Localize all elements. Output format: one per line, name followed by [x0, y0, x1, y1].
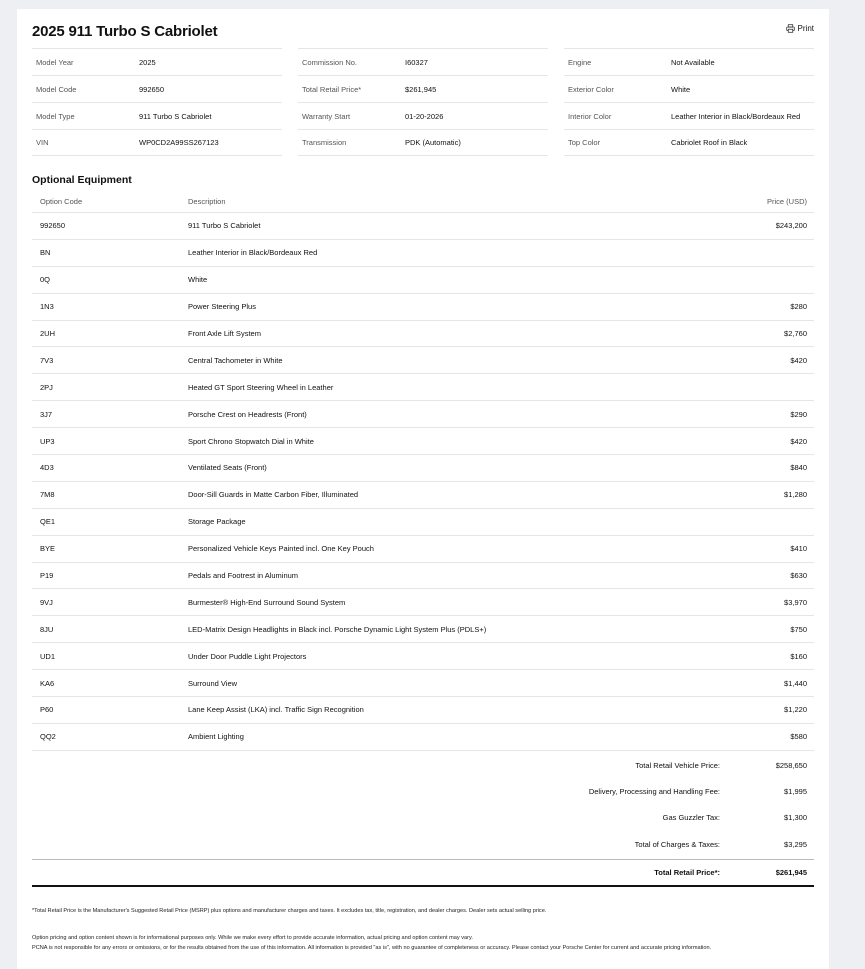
spec-value: 2025 — [139, 57, 156, 67]
option-price: $420 — [790, 355, 807, 365]
printer-icon — [786, 24, 795, 33]
total-label: Total of Charges & Taxes: — [634, 839, 720, 849]
final-total-row — [32, 859, 814, 887]
option-price: $630 — [790, 571, 807, 581]
table-row — [32, 428, 814, 455]
table-row — [32, 401, 814, 428]
option-code: UD1 — [40, 651, 56, 661]
column-header-code: Option Code — [40, 196, 83, 206]
specs-column-2 — [298, 48, 548, 156]
spec-label: Model Year — [36, 57, 74, 67]
option-description: Surround View — [188, 678, 238, 688]
specs-column-3 — [564, 48, 814, 156]
spec-row — [32, 129, 282, 156]
spec-row — [298, 129, 548, 156]
option-code: 8JU — [40, 624, 54, 634]
spec-label: Commission No. — [302, 57, 358, 67]
option-description: Front Axle Lift System — [188, 329, 261, 338]
option-code: 0Q — [40, 275, 51, 285]
vehicle-summary-card — [17, 9, 829, 969]
option-description: Burmester® High-End Surround Sound System — [188, 597, 346, 607]
option-price: $750 — [790, 624, 807, 634]
optional-equipment-heading: Optional Equipment — [32, 174, 132, 186]
table-header — [32, 190, 814, 213]
option-description: Sport Chrono Stopwatch Dial in White — [188, 436, 314, 446]
table-row — [32, 670, 814, 697]
spec-row — [32, 102, 282, 129]
option-description: Heated GT Sport Steering Wheel in Leather — [188, 382, 334, 392]
spec-value: PDK (Automatic) — [405, 138, 461, 147]
table-row — [32, 240, 814, 267]
option-description: Storage Package — [188, 517, 246, 527]
option-price: $420 — [790, 436, 807, 446]
total-label: Delivery, Processing and Handling Fee: — [588, 786, 720, 796]
option-code: KA6 — [40, 678, 55, 688]
column-header-description: Description — [188, 196, 226, 206]
spec-row — [564, 102, 814, 129]
spec-row — [298, 102, 548, 129]
table-row — [32, 374, 814, 401]
option-description: Leather Interior in Black/Bordeaux Red — [188, 248, 318, 258]
spec-value: 992650 — [139, 84, 165, 94]
option-price: $280 — [790, 302, 807, 312]
option-description: Door-Sill Guards in Matte Carbon Fiber, Illuminated — [188, 490, 359, 500]
option-code: 2UH — [40, 329, 56, 338]
optional-equipment-table — [32, 190, 814, 751]
option-code: 4D3 — [40, 463, 54, 473]
print-button[interactable] — [786, 24, 814, 33]
table-row — [32, 267, 814, 294]
spec-label: Transmission — [302, 138, 347, 147]
option-code: QQ2 — [40, 732, 56, 742]
table-row — [32, 589, 814, 616]
table-row — [32, 294, 814, 321]
spec-label: Model Code — [36, 84, 77, 94]
spec-value: $261,945 — [405, 84, 437, 94]
total-row — [32, 752, 814, 778]
table-row — [32, 455, 814, 482]
spec-label: Interior Color — [568, 111, 612, 121]
print-label: Print — [797, 24, 814, 33]
option-price: $840 — [790, 463, 807, 473]
table-row — [32, 213, 814, 240]
option-price: $1,220 — [784, 705, 807, 715]
spec-row — [564, 129, 814, 156]
total-value: $1,300 — [784, 813, 807, 823]
spec-label: Top Color — [568, 138, 601, 147]
total-value: $258,650 — [775, 760, 807, 770]
spec-label: Total Retail Price* — [302, 84, 362, 94]
price-totals — [32, 752, 814, 887]
spec-label: Exterior Color — [568, 84, 614, 94]
spec-row — [298, 48, 548, 75]
table-row — [32, 321, 814, 348]
spec-row — [298, 75, 548, 102]
option-code: 3J7 — [40, 409, 53, 419]
table-row — [32, 697, 814, 724]
final-total-value: $261,945 — [775, 868, 807, 878]
table-row — [32, 643, 814, 670]
total-value: $1,995 — [784, 786, 807, 796]
vehicle-specs — [32, 48, 814, 156]
option-code: P19 — [40, 571, 54, 581]
final-total-label: Total Retail Price*: — [654, 868, 720, 878]
option-price: $410 — [790, 544, 807, 554]
total-row — [32, 778, 814, 804]
option-price: $580 — [790, 732, 807, 742]
option-description: Central Tachometer in White — [188, 355, 283, 365]
option-price: $1,280 — [784, 490, 807, 500]
option-code: BN — [40, 248, 51, 258]
option-code: P60 — [40, 705, 54, 715]
total-row — [32, 831, 814, 857]
table-row — [32, 724, 814, 751]
spec-value: I60327 — [405, 57, 428, 67]
spec-label: Model Type — [36, 111, 75, 121]
specs-column-1 — [32, 48, 282, 156]
table-row — [32, 536, 814, 563]
option-price: $3,970 — [784, 597, 807, 607]
total-label: Total Retail Vehicle Price: — [635, 760, 720, 770]
option-code: UP3 — [40, 436, 55, 446]
option-description: LED-Matrix Design Headlights in Black incl. Porsche Dynamic Light System Plus (PDLS+) — [188, 624, 487, 634]
spec-value: 01-20-2026 — [405, 111, 444, 121]
spec-value: White — [671, 84, 691, 94]
table-row — [32, 482, 814, 509]
option-description: Power Steering Plus — [188, 302, 256, 312]
option-description: Ventilated Seats (Front) — [188, 463, 267, 473]
option-description: Under Door Puddle Light Projectors — [188, 651, 307, 661]
table-row — [32, 563, 814, 590]
table-row — [32, 347, 814, 374]
option-code: 7V3 — [40, 355, 54, 365]
spec-label: Warranty Start — [302, 111, 351, 121]
spec-value: 911 Turbo S Cabriolet — [139, 111, 212, 121]
option-price: $290 — [790, 409, 807, 419]
table-row — [32, 616, 814, 643]
page-title: 2025 911 Turbo S Cabriolet — [32, 23, 218, 40]
spec-row — [32, 48, 282, 75]
option-description: White — [188, 275, 208, 285]
msrp-footnote: *Total Retail Price is the Manufacturer's Suggested Retail Price (MSRP) plus options and manufacturer charges and taxes. It excludes tax, title, registration, and dealer charges. Dealer sets actual selling price. — [32, 908, 547, 914]
table-body — [32, 213, 814, 751]
spec-value: WP0CD2A99SS267123 — [139, 138, 219, 147]
spec-row — [32, 75, 282, 102]
option-code: 9VJ — [40, 597, 53, 607]
disclaimer-line-1: Option pricing and option content shown is for informational purposes only. While we make every effort to provide accurate information, actual pricing and option content may vary. — [32, 935, 473, 941]
option-description: Personalized Vehicle Keys Painted incl. One Key Pouch — [188, 544, 374, 554]
spec-value: Leather Interior in Black/Bordeaux Red — [671, 111, 801, 121]
option-description: 911 Turbo S Cabriolet — [188, 221, 261, 231]
option-code: 1N3 — [40, 302, 54, 312]
table-row — [32, 509, 814, 536]
option-description: Pedals and Footrest in Aluminum — [188, 571, 299, 581]
total-value: $3,295 — [784, 839, 807, 849]
total-label: Gas Guzzler Tax: — [662, 813, 720, 823]
option-code: QE1 — [40, 517, 56, 527]
total-row — [32, 805, 814, 831]
spec-label: VIN — [36, 138, 49, 147]
option-price: $243,200 — [775, 221, 807, 231]
option-description: Ambient Lighting — [188, 732, 244, 742]
option-description: Porsche Crest on Headrests (Front) — [188, 409, 307, 419]
spec-label: Engine — [568, 57, 592, 67]
column-header-price: Price (USD) — [766, 196, 807, 206]
spec-value: Cabriolet Roof in Black — [671, 138, 748, 147]
disclaimer-line-2: PCNA is not responsible for any errors or omissions, or for the results obtained from the use of this information. All information is provided "as is", with no guarantee of completeness or accuracy. Please contact your Porsche Center for current and accurate pricing information. — [32, 945, 712, 951]
option-code: 2PJ — [40, 382, 53, 392]
option-code: BYE — [40, 544, 56, 554]
option-price: $2,760 — [784, 329, 807, 338]
option-code: 7M8 — [40, 490, 55, 500]
option-price: $160 — [790, 651, 807, 661]
spec-row — [564, 75, 814, 102]
option-price: $1,440 — [784, 678, 807, 688]
option-description: Lane Keep Assist (LKA) incl. Traffic Sign Recognition — [188, 705, 364, 715]
spec-row — [564, 48, 814, 75]
option-code: 992650 — [40, 221, 66, 231]
spec-value: Not Available — [671, 57, 715, 67]
